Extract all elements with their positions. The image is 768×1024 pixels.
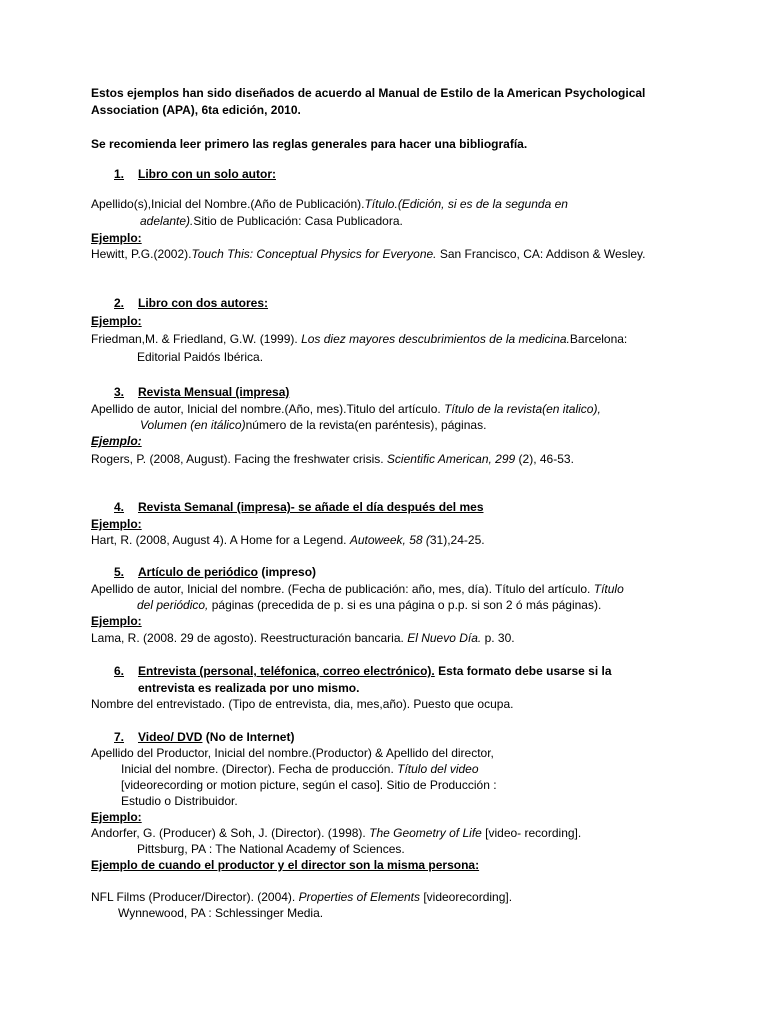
- section-5-title: Artículo de periódico: [138, 565, 259, 579]
- section-5-format-line-1: Apellido de autor, Inicial del nombre. (Fecha de publicación: año, mes, día). Título del artículo. Título: [91, 582, 624, 596]
- section-2-title: Libro con dos autores:: [138, 296, 269, 310]
- section-2-example-line-1: Friedman,M. & Friedland, G.W. (1999). Los diez mayores descubrimientos de la medicina.Barcelona:: [91, 332, 628, 346]
- section-4-title: Revista Semanal (impresa)- se añade el día después del mes: [138, 500, 484, 514]
- section-5-example: Lama, R. (2008. 29 de agosto). Reestructuración bancaria. El Nuevo Día. p. 30.: [91, 631, 515, 645]
- intro-recommendation: Se recomienda leer primero las reglas generales para hacer una bibliografía.: [91, 137, 528, 151]
- section-1-format-line-1: Apellido(s),Inicial del Nombre.(Año de Publicación).Título.(Edición, si es de la segunda en: [91, 197, 568, 211]
- section-3-example: Rogers, P. (2008, August). Facing the freshwater crisis. Scientific American, 299 (2), 46-53.: [91, 452, 574, 466]
- section-7-format-line-3: [videorecording or motion picture, según el caso]. Sitio de Producción :: [121, 778, 497, 792]
- section-7-format-line-2: Inicial del nombre. (Director). Fecha de producción. Título del video: [121, 762, 479, 776]
- section-1-format-line-2: adelante).Sitio de Publicación: Casa Publicadora.: [140, 214, 403, 228]
- section-7-example-2-line-2: Wynnewood, PA : Schlessinger Media.: [118, 906, 324, 920]
- section-4-example-label: Ejemplo:: [91, 517, 142, 531]
- section-3-format-line-1: Apellido de autor, Inicial del nombre.(Año, mes).Titulo del artículo. Título de la revista(en italico),: [91, 402, 601, 416]
- section-7-example-line-1: Andorfer, G. (Producer) & Soh, J. (Director). (1998). The Geometry of Life [video- recording].: [91, 826, 582, 840]
- section-7-example-line-2: Pittsburg, PA : The National Academy of Sciences.: [137, 842, 405, 856]
- intro-paragraph: Estos ejemplos han sido diseñados de acuerdo al Manual de Estilo de la American Psychological Association (APA), 6ta edición, 2010.: [91, 86, 646, 117]
- section-1-number: 1.: [114, 167, 125, 181]
- section-2-heading: 2. Libro con dos autores:: [114, 296, 269, 310]
- section-1-heading: [114, 166, 276, 183]
- section-1-title: Libro con un solo autor:: [138, 167, 276, 181]
- section-1-example-label: Ejemplo:: [91, 231, 142, 245]
- section-3-format-line-2: Volumen (en itálico)número de la revista(en paréntesis), páginas.: [140, 418, 487, 432]
- section-7-format-line-4: Estudio o Distribuidor.: [121, 794, 238, 808]
- section-7-title: Video/ DVD: [138, 730, 203, 744]
- section-6-title: Entrevista (personal, teléfonica, correo electrónico).: [138, 664, 435, 678]
- section-4-example: Hart, R. (2008, August 4). A Home for a Legend. Autoweek, 58 (31),24-25.: [91, 533, 485, 547]
- section-6-heading: 6. Entrevista (personal, teléfonica, correo electrónico). Esta formato debe usarse si la: [114, 664, 612, 678]
- section-7-same-person-label: Ejemplo de cuando el productor y el director son la misma persona:: [91, 858, 480, 872]
- section-3-title: Revista Mensual (impresa): [138, 385, 290, 399]
- section-6-format: Nombre del entrevistado. (Tipo de entrevista, dia, mes,año). Puesto que ocupa.: [91, 697, 514, 711]
- section-6-heading-continued: entrevista es realizada por uno mismo.: [138, 681, 360, 695]
- section-5-heading: 5. Artículo de periódico (impreso): [114, 565, 317, 579]
- section-5-format-line-2: del periódico, páginas (precedida de p. si es una página o p.p. si son 2 ó más páginas).: [137, 598, 602, 612]
- section-7-example-label: Ejemplo:: [91, 810, 142, 824]
- section-3-heading: 3. Revista Mensual (impresa): [114, 385, 290, 399]
- section-7-format-line-1: Apellido del Productor, Inicial del nombre.(Productor) & Apellido del director,: [91, 746, 494, 760]
- section-7-example-2-line-1: NFL Films (Producer/Director). (2004). Properties of Elements [videorecording].: [91, 890, 513, 904]
- section-7-heading: 7. Video/ DVD (No de Internet): [114, 730, 295, 744]
- section-5-example-label: Ejemplo:: [91, 614, 142, 628]
- section-2-example-label: Ejemplo:: [91, 314, 142, 328]
- section-3-example-label: Ejemplo:: [91, 434, 142, 448]
- section-4-heading: 4. Revista Semanal (impresa)- se añade el día después del mes: [114, 500, 484, 514]
- section-1-example: Hewitt, P.G.(2002).Touch This: Conceptual Physics for Everyone. San Francisco, CA: Addison & Wesley.: [91, 247, 646, 261]
- section-2-example-line-2: Editorial Paidós Ibérica.: [137, 350, 264, 364]
